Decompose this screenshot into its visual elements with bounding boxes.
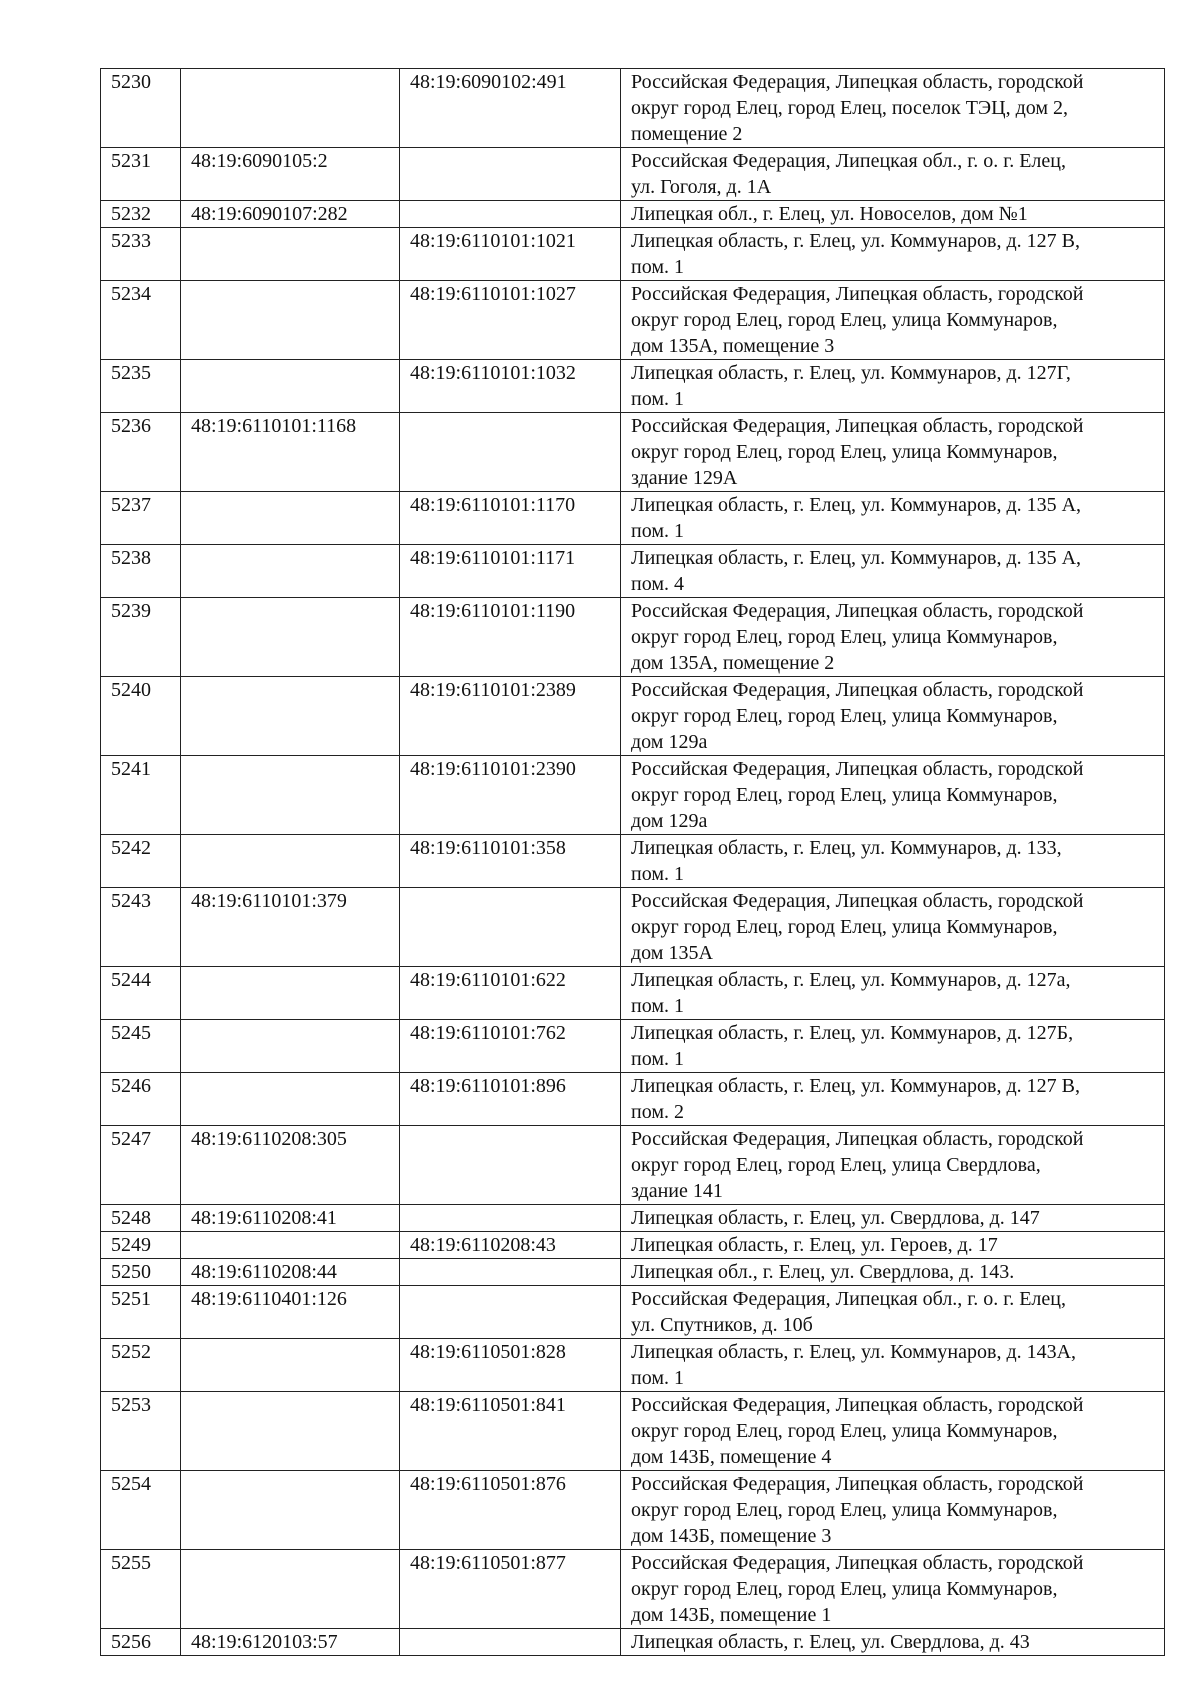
row-number-cell: 5236 [101, 413, 181, 492]
row-number-cell: 5246 [101, 1073, 181, 1126]
land-cadastral-number-cell [181, 281, 400, 360]
table-row [101, 835, 1165, 888]
address-cell: Российская Федерация, Липецкая обл., г. о. г. Елец, ул. Гоголя, д. 1А [621, 148, 1165, 201]
premises-cadastral-number-cell: 48:19:6110101:2390 [400, 756, 621, 835]
address-cell: Российская Федерация, Липецкая область, городской округ город Елец, город Елец, улица Коммунаров, дом 143Б, помещение 1 [621, 1550, 1165, 1629]
row-number-cell: 5235 [101, 360, 181, 413]
table-row [101, 492, 1165, 545]
land-cadastral-number-cell [181, 1392, 400, 1471]
premises-cadastral-number-cell: 48:19:6110101:358 [400, 835, 621, 888]
table-row [101, 888, 1165, 967]
land-cadastral-number-cell: 48:19:6110101:1168 [181, 413, 400, 492]
land-cadastral-number-cell [181, 1339, 400, 1392]
land-cadastral-number-cell [181, 1232, 400, 1259]
land-cadastral-number-cell [181, 1550, 400, 1629]
address-cell: Липецкая область, г. Елец, ул. Коммунаров, д. 127 В, пом. 1 [621, 228, 1165, 281]
premises-cadastral-number-cell [400, 148, 621, 201]
premises-cadastral-number-cell: 48:19:6110501:841 [400, 1392, 621, 1471]
table-row [101, 201, 1165, 228]
land-cadastral-number-cell [181, 1020, 400, 1073]
premises-cadastral-number-cell: 48:19:6110101:1027 [400, 281, 621, 360]
premises-cadastral-number-cell: 48:19:6110101:622 [400, 967, 621, 1020]
land-cadastral-number-cell: 48:19:6090105:2 [181, 148, 400, 201]
address-cell: Российская Федерация, Липецкая область, городской округ город Елец, город Елец, улица Коммунаров, дом 129а [621, 756, 1165, 835]
row-number-cell: 5231 [101, 148, 181, 201]
address-cell: Российская Федерация, Липецкая область, городской округ город Елец, город Елец, улица Коммунаров, дом 143Б, помещение 3 [621, 1471, 1165, 1550]
premises-cadastral-number-cell [400, 413, 621, 492]
premises-cadastral-number-cell [400, 201, 621, 228]
premises-cadastral-number-cell: 48:19:6110208:43 [400, 1232, 621, 1259]
land-cadastral-number-cell [181, 598, 400, 677]
land-cadastral-number-cell: 48:19:6110101:379 [181, 888, 400, 967]
premises-cadastral-number-cell: 48:19:6110101:1170 [400, 492, 621, 545]
address-cell: Российская Федерация, Липецкая область, городской округ город Елец, город Елец, улица Коммунаров, дом 135А, помещение 2 [621, 598, 1165, 677]
premises-cadastral-number-cell [400, 1259, 621, 1286]
row-number-cell: 5251 [101, 1286, 181, 1339]
address-cell: Российская Федерация, Липецкая область, городской округ город Елец, город Елец, улица Коммунаров, здание 129А [621, 413, 1165, 492]
row-number-cell: 5239 [101, 598, 181, 677]
table-row [101, 1471, 1165, 1550]
premises-cadastral-number-cell: 48:19:6090102:491 [400, 69, 621, 148]
land-cadastral-number-cell [181, 677, 400, 756]
address-cell: Российская Федерация, Липецкая обл., г. о. г. Елец, ул. Спутников, д. 10б [621, 1286, 1165, 1339]
table-row [101, 360, 1165, 413]
table-row [101, 1286, 1165, 1339]
land-cadastral-number-cell [181, 756, 400, 835]
land-cadastral-number-cell [181, 228, 400, 281]
row-number-cell: 5248 [101, 1205, 181, 1232]
table-row [101, 598, 1165, 677]
land-cadastral-number-cell [181, 1471, 400, 1550]
address-cell: Липецкая обл., г. Елец, ул. Свердлова, д. 143. [621, 1259, 1165, 1286]
premises-cadastral-number-cell [400, 1205, 621, 1232]
address-cell: Липецкая область, г. Елец, ул. Коммунаров, д. 135 А, пом. 4 [621, 545, 1165, 598]
registry-body [101, 69, 1165, 1656]
address-cell: Липецкая область, г. Елец, ул. Коммунаров, д. 127Б, пом. 1 [621, 1020, 1165, 1073]
address-cell: Липецкая область, г. Елец, ул. Коммунаров, д. 143А, пом. 1 [621, 1339, 1165, 1392]
land-cadastral-number-cell: 48:19:6110401:126 [181, 1286, 400, 1339]
address-cell: Липецкая область, г. Елец, ул. Коммунаров, д. 133, пом. 1 [621, 835, 1165, 888]
address-cell: Российская Федерация, Липецкая область, городской округ город Елец, город Елец, улица Коммунаров, дом 129а [621, 677, 1165, 756]
premises-cadastral-number-cell [400, 1629, 621, 1656]
row-number-cell: 5237 [101, 492, 181, 545]
address-cell: Липецкая область, г. Елец, ул. Свердлова, д. 147 [621, 1205, 1165, 1232]
table-row [101, 1232, 1165, 1259]
row-number-cell: 5233 [101, 228, 181, 281]
address-cell: Липецкая область, г. Елец, ул. Свердлова, д. 43 [621, 1629, 1165, 1656]
land-cadastral-number-cell: 48:19:6090107:282 [181, 201, 400, 228]
row-number-cell: 5250 [101, 1259, 181, 1286]
table-row [101, 967, 1165, 1020]
table-row [101, 1205, 1165, 1232]
address-cell: Российская Федерация, Липецкая область, городской округ город Елец, город Елец, улица Коммунаров, дом 135А [621, 888, 1165, 967]
premises-cadastral-number-cell [400, 1126, 621, 1205]
premises-cadastral-number-cell: 48:19:6110101:1032 [400, 360, 621, 413]
land-cadastral-number-cell [181, 1073, 400, 1126]
land-cadastral-number-cell [181, 835, 400, 888]
table-row [101, 1392, 1165, 1471]
address-cell: Липецкая область, г. Елец, ул. Коммунаров, д. 127а, пом. 1 [621, 967, 1165, 1020]
land-cadastral-number-cell: 48:19:6110208:305 [181, 1126, 400, 1205]
table-row [101, 413, 1165, 492]
table-row [101, 281, 1165, 360]
land-cadastral-number-cell [181, 545, 400, 598]
premises-cadastral-number-cell: 48:19:6110101:1171 [400, 545, 621, 598]
address-cell: Российская Федерация, Липецкая область, городской округ город Елец, город Елец, улица Коммунаров, дом 143Б, помещение 4 [621, 1392, 1165, 1471]
row-number-cell: 5242 [101, 835, 181, 888]
land-cadastral-number-cell: 48:19:6110208:41 [181, 1205, 400, 1232]
address-cell: Липецкая область, г. Елец, ул. Героев, д. 17 [621, 1232, 1165, 1259]
row-number-cell: 5232 [101, 201, 181, 228]
address-cell: Российская Федерация, Липецкая область, городской округ город Елец, город Елец, поселок ТЭЦ, дом 2, помещение 2 [621, 69, 1165, 148]
row-number-cell: 5234 [101, 281, 181, 360]
row-number-cell: 5252 [101, 1339, 181, 1392]
premises-cadastral-number-cell: 48:19:6110101:2389 [400, 677, 621, 756]
premises-cadastral-number-cell: 48:19:6110101:762 [400, 1020, 621, 1073]
premises-cadastral-number-cell: 48:19:6110501:828 [400, 1339, 621, 1392]
row-number-cell: 5247 [101, 1126, 181, 1205]
table-row [101, 677, 1165, 756]
row-number-cell: 5256 [101, 1629, 181, 1656]
row-number-cell: 5244 [101, 967, 181, 1020]
row-number-cell: 5245 [101, 1020, 181, 1073]
premises-cadastral-number-cell [400, 1286, 621, 1339]
table-row [101, 228, 1165, 281]
land-cadastral-number-cell [181, 69, 400, 148]
table-row [101, 1629, 1165, 1656]
land-cadastral-number-cell [181, 492, 400, 545]
premises-cadastral-number-cell: 48:19:6110101:1190 [400, 598, 621, 677]
address-cell: Липецкая область, г. Елец, ул. Коммунаров, д. 127Г, пом. 1 [621, 360, 1165, 413]
premises-cadastral-number-cell: 48:19:6110101:896 [400, 1073, 621, 1126]
address-cell: Российская Федерация, Липецкая область, городской округ город Елец, город Елец, улица Коммунаров, дом 135А, помещение 3 [621, 281, 1165, 360]
table-row [101, 148, 1165, 201]
registry-table [100, 68, 1165, 1656]
premises-cadastral-number-cell [400, 888, 621, 967]
premises-cadastral-number-cell: 48:19:6110101:1021 [400, 228, 621, 281]
row-number-cell: 5230 [101, 69, 181, 148]
premises-cadastral-number-cell: 48:19:6110501:876 [400, 1471, 621, 1550]
land-cadastral-number-cell [181, 360, 400, 413]
table-row [101, 1339, 1165, 1392]
row-number-cell: 5255 [101, 1550, 181, 1629]
row-number-cell: 5238 [101, 545, 181, 598]
row-number-cell: 5243 [101, 888, 181, 967]
row-number-cell: 5249 [101, 1232, 181, 1259]
table-row [101, 1073, 1165, 1126]
address-cell: Липецкая область, г. Елец, ул. Коммунаров, д. 127 В, пом. 2 [621, 1073, 1165, 1126]
table-row [101, 69, 1165, 148]
table-row [101, 1550, 1165, 1629]
address-cell: Российская Федерация, Липецкая область, городской округ город Елец, город Елец, улица Свердлова, здание 141 [621, 1126, 1165, 1205]
table-row [101, 1020, 1165, 1073]
row-number-cell: 5254 [101, 1471, 181, 1550]
row-number-cell: 5240 [101, 677, 181, 756]
land-cadastral-number-cell [181, 967, 400, 1020]
premises-cadastral-number-cell: 48:19:6110501:877 [400, 1550, 621, 1629]
land-cadastral-number-cell: 48:19:6120103:57 [181, 1629, 400, 1656]
table-row [101, 1259, 1165, 1286]
table-row [101, 1126, 1165, 1205]
table-row [101, 756, 1165, 835]
row-number-cell: 5241 [101, 756, 181, 835]
address-cell: Липецкая обл., г. Елец, ул. Новоселов, дом №1 [621, 201, 1165, 228]
address-cell: Липецкая область, г. Елец, ул. Коммунаров, д. 135 А, пом. 1 [621, 492, 1165, 545]
land-cadastral-number-cell: 48:19:6110208:44 [181, 1259, 400, 1286]
row-number-cell: 5253 [101, 1392, 181, 1471]
table-row [101, 545, 1165, 598]
